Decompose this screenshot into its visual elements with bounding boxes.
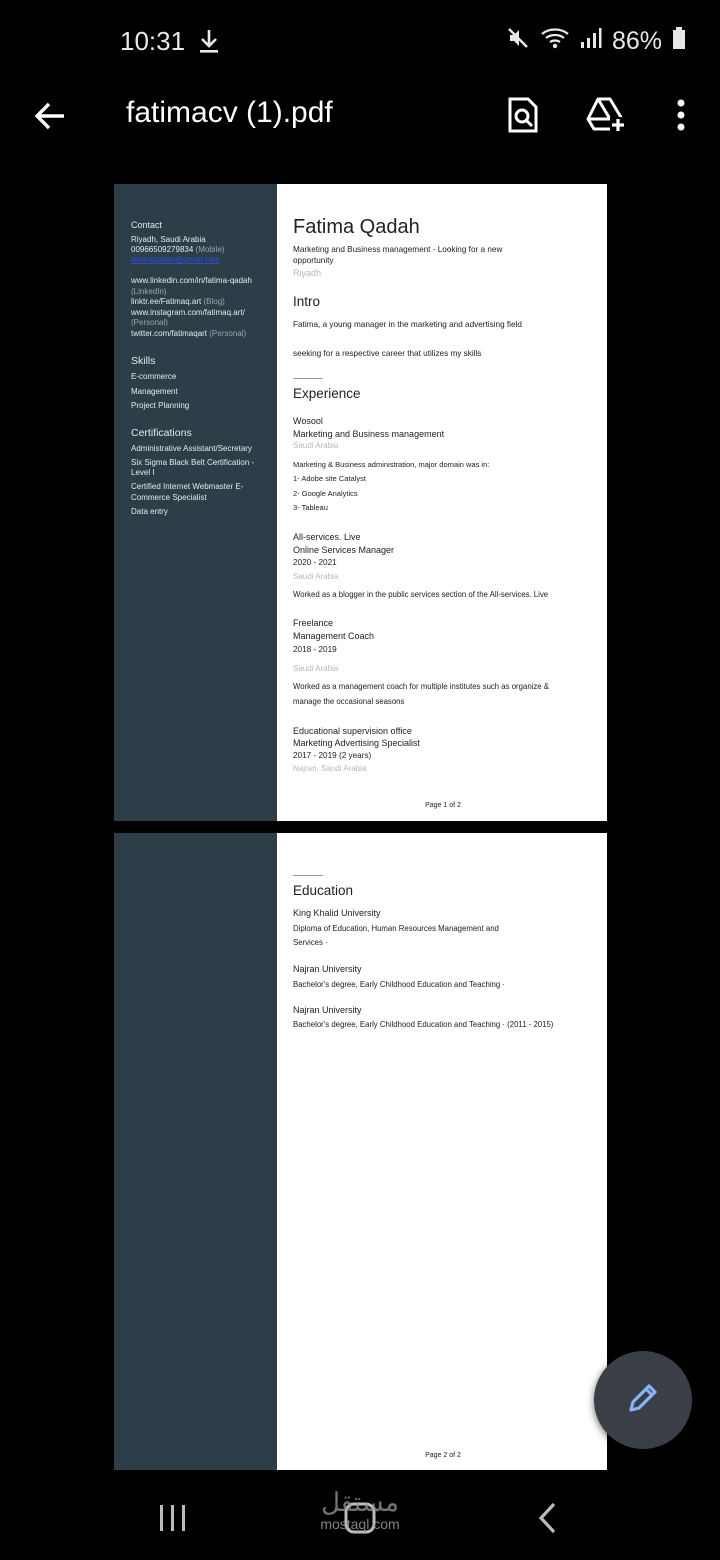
skill-item: E-commerce bbox=[131, 372, 177, 381]
job-company: Freelance bbox=[293, 618, 334, 628]
job-role: Online Services Manager bbox=[293, 545, 395, 555]
linkedin-link[interactable]: www.linkedin.com/in/fatima-qadah bbox=[131, 276, 252, 285]
cert-item: Certified Internet Webmaster E- bbox=[131, 482, 244, 491]
page-number: Page 1 of 2 bbox=[425, 802, 461, 809]
cv-name: Fatima Qadah bbox=[293, 216, 420, 238]
back-icon[interactable] bbox=[536, 1500, 560, 1541]
school-degree: Services · bbox=[293, 938, 328, 947]
cv-city: Riyadh bbox=[293, 268, 322, 278]
contact-location: Riyadh, Saudi Arabia bbox=[131, 235, 206, 244]
intro-text: Fatima, a young manager in the marketing and advertising field bbox=[293, 320, 522, 329]
twitter-link[interactable]: twitter.com/fatimaqart bbox=[131, 329, 208, 338]
job-desc: 1- Adobe site Catalyst bbox=[293, 474, 366, 483]
job-role: Management Coach bbox=[293, 631, 375, 641]
job-company: Wosool bbox=[293, 416, 323, 426]
contact-heading: Contact bbox=[131, 220, 163, 230]
battery-percent: 86% bbox=[611, 27, 662, 55]
school-name: Najran University bbox=[293, 964, 362, 974]
cv-headline: Marketing and Business management - Looking for a new bbox=[293, 245, 503, 254]
cv-main bbox=[293, 833, 593, 1470]
cv-main bbox=[293, 184, 593, 821]
pencil-icon bbox=[625, 1380, 661, 1421]
skill-item: Project Planning bbox=[131, 401, 190, 410]
job-dates: 2020 - 2021 bbox=[293, 558, 337, 567]
education-heading: Education bbox=[293, 883, 354, 898]
twitter-tag: (Personal) bbox=[209, 329, 247, 338]
job-role: Marketing and Business management bbox=[293, 429, 445, 439]
recent-apps-icon[interactable] bbox=[157, 1502, 189, 1539]
cv-sidebar bbox=[114, 833, 277, 1470]
job-company: Educational supervision office bbox=[293, 726, 412, 736]
find-in-document-icon[interactable] bbox=[500, 92, 546, 138]
intro-heading: Intro bbox=[293, 294, 321, 309]
twitter-line bbox=[131, 329, 246, 339]
experience-heading: Experience bbox=[293, 386, 361, 401]
job-desc: manage the occasional seasons bbox=[293, 697, 405, 706]
contact-phone-line bbox=[131, 245, 224, 255]
job-location: Saudi Arabia bbox=[293, 572, 339, 581]
pdf-page-2[interactable] bbox=[114, 833, 607, 1470]
cert-item: Six Sigma Black Belt Certification - bbox=[131, 458, 255, 467]
section-divider bbox=[293, 378, 323, 379]
blog-link[interactable]: linktr.ee/Fatimaq.art bbox=[131, 297, 202, 306]
certifications-heading: Certifications bbox=[131, 427, 192, 439]
contact-phone: 00966509279834 bbox=[131, 245, 194, 254]
mute-icon bbox=[506, 26, 530, 57]
cert-item: Level I bbox=[131, 468, 155, 477]
blog-tag: (Blog) bbox=[203, 297, 225, 306]
watermark-arabic: مستقل bbox=[321, 1487, 399, 1517]
document-title: fatimacv (1).pdf bbox=[126, 96, 333, 129]
school-degree: Diploma of Education, Human Resources Management and bbox=[293, 924, 499, 933]
job-desc: Worked as a blogger in the public services section of the All-services. Live bbox=[293, 590, 549, 599]
cert-item: Commerce Specialist bbox=[131, 493, 207, 502]
job-desc: Worked as a management coach for multiple institutes such as organize & bbox=[293, 682, 549, 691]
status-time: 10:31 bbox=[120, 26, 186, 56]
school-degree: Bachelor's degree, Early Childhood Education and Teaching · bbox=[293, 980, 505, 989]
job-desc: 3- Tableau bbox=[293, 503, 328, 512]
cv-headline: opportunity bbox=[293, 256, 334, 265]
school-name: King Khalid University bbox=[293, 908, 381, 918]
job-desc: Marketing & Business administration, major domain was in: bbox=[293, 460, 490, 469]
contact-email-link[interactable]: fatimaqadah@gmail.com bbox=[131, 255, 220, 264]
contact-phone-tag: (Mobile) bbox=[195, 245, 225, 254]
status-bar bbox=[0, 0, 720, 84]
job-location: Saudi Arabia bbox=[293, 664, 339, 673]
signal-icon bbox=[580, 26, 602, 57]
job-dates: 2018 - 2019 bbox=[293, 645, 337, 654]
skill-item: Management bbox=[131, 387, 178, 396]
instagram-tag: (Personal) bbox=[131, 318, 168, 327]
back-arrow-icon[interactable] bbox=[30, 96, 70, 136]
watermark-latin: mostaql.com bbox=[320, 1516, 400, 1532]
job-company: All-services. Live bbox=[293, 532, 361, 542]
section-divider bbox=[293, 875, 323, 876]
more-options-icon[interactable] bbox=[658, 92, 704, 138]
page-number: Page 2 of 2 bbox=[425, 1452, 461, 1459]
instagram-link[interactable]: www.instagram.com/fatimaq.art/ bbox=[131, 308, 245, 317]
school-degree: Bachelor's degree, Early Childhood Education and Teaching · (2011 - 2015) bbox=[293, 1020, 554, 1029]
school-name: Najran University bbox=[293, 1005, 362, 1015]
wifi-icon bbox=[540, 26, 570, 57]
edit-button[interactable] bbox=[594, 1351, 692, 1449]
skills-heading: Skills bbox=[131, 355, 156, 367]
download-icon bbox=[198, 28, 220, 59]
cert-item: Data entry bbox=[131, 507, 168, 516]
battery-icon bbox=[672, 26, 686, 57]
watermark bbox=[300, 1488, 420, 1532]
intro-text: seeking for a respective career that utilizes my skills bbox=[293, 349, 482, 358]
job-dates: 2017 - 2019 (2 years) bbox=[293, 751, 372, 760]
job-location: Saudi Arabia bbox=[293, 441, 339, 450]
add-to-drive-icon[interactable] bbox=[584, 92, 630, 138]
app-bar bbox=[0, 84, 720, 148]
job-role: Marketing Advertising Specialist bbox=[293, 738, 421, 748]
linkedin-tag: (LinkedIn) bbox=[131, 287, 167, 296]
cv-sidebar bbox=[114, 184, 277, 821]
pdf-page-1[interactable] bbox=[114, 184, 607, 821]
job-location: Najran, Saudi Arabia bbox=[293, 764, 367, 773]
blog-line bbox=[131, 297, 225, 307]
cert-item: Administrative Assistant/Secretary bbox=[131, 444, 252, 453]
job-desc: 2- Google Analytics bbox=[293, 489, 358, 498]
